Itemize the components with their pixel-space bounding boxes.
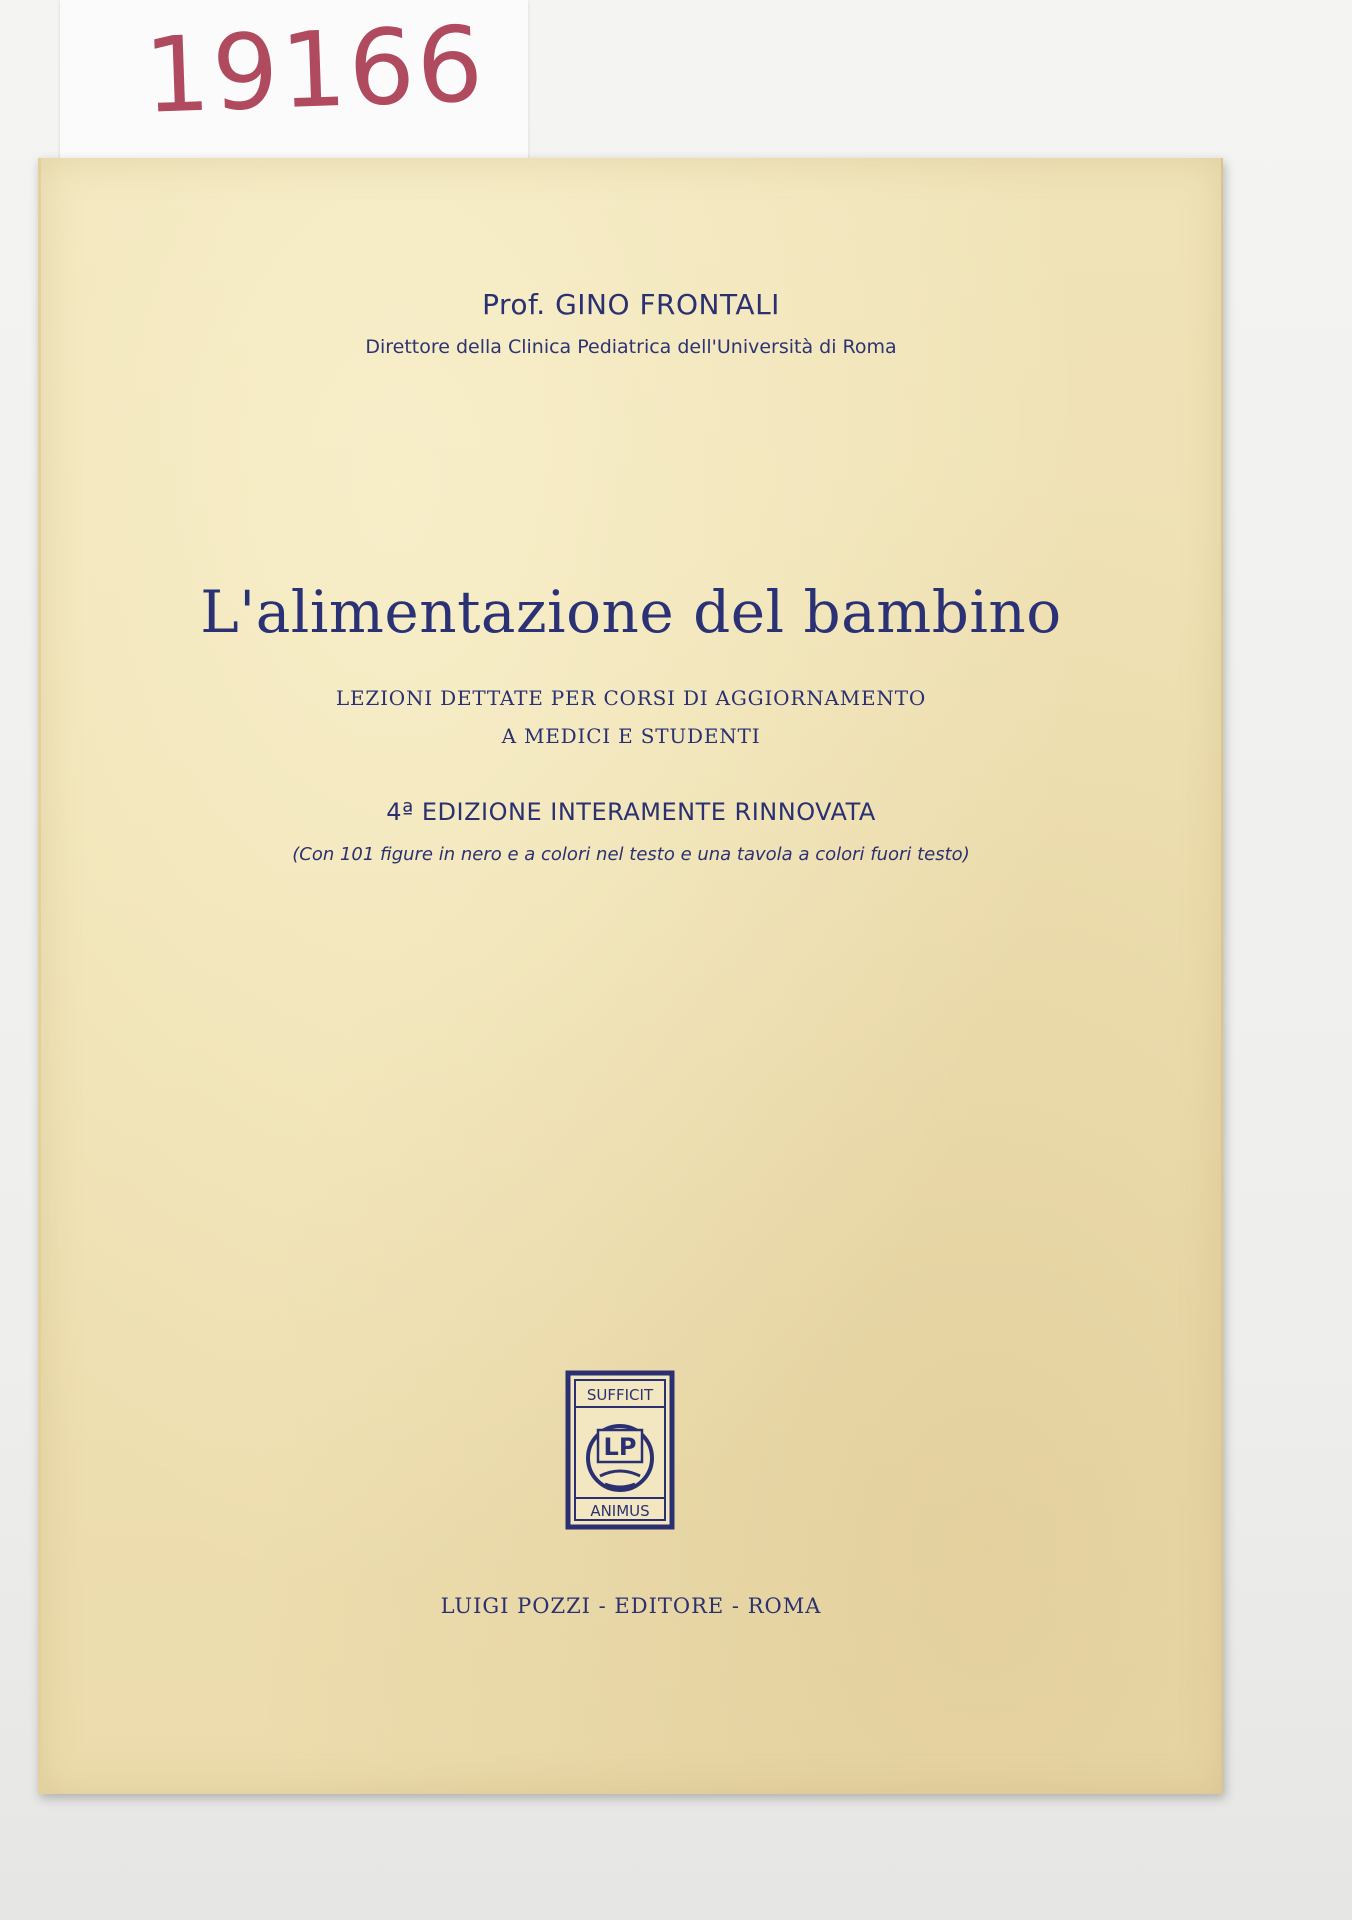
figures-note: (Con 101 figure in nero e a colori nel testo e una tavola a colori fuori testo)	[292, 844, 970, 865]
author-name: Prof. GINO FRONTALI	[482, 288, 780, 321]
edition-statement: 4ª EDIZIONE INTERAMENTE RINNOVATA	[386, 798, 876, 826]
publisher-imprint: LUIGI POZZI - EDITORE - ROMA	[440, 1594, 822, 1618]
emblem-top-text: SUFFICIT	[586, 1386, 654, 1404]
book-title: L'alimentazione del bambino	[200, 578, 1062, 646]
inventory-number: 19166	[141, 3, 487, 137]
emblem-bottom-text: ANIMUS	[590, 1502, 650, 1520]
emblem-monogram: LP	[603, 1433, 637, 1461]
book-subtitle-line1: LEZIONI DETTATE PER CORSI DI AGGIORNAMENTO	[335, 686, 927, 710]
author-affiliation: Direttore della Clinica Pediatrica dell'Università di Roma	[365, 336, 897, 358]
book-subtitle-line2: A MEDICI E STUDENTI	[501, 724, 761, 748]
inventory-label-card	[60, 0, 528, 170]
book-cover	[38, 158, 1223, 1794]
publisher-emblem-icon	[565, 1370, 675, 1530]
